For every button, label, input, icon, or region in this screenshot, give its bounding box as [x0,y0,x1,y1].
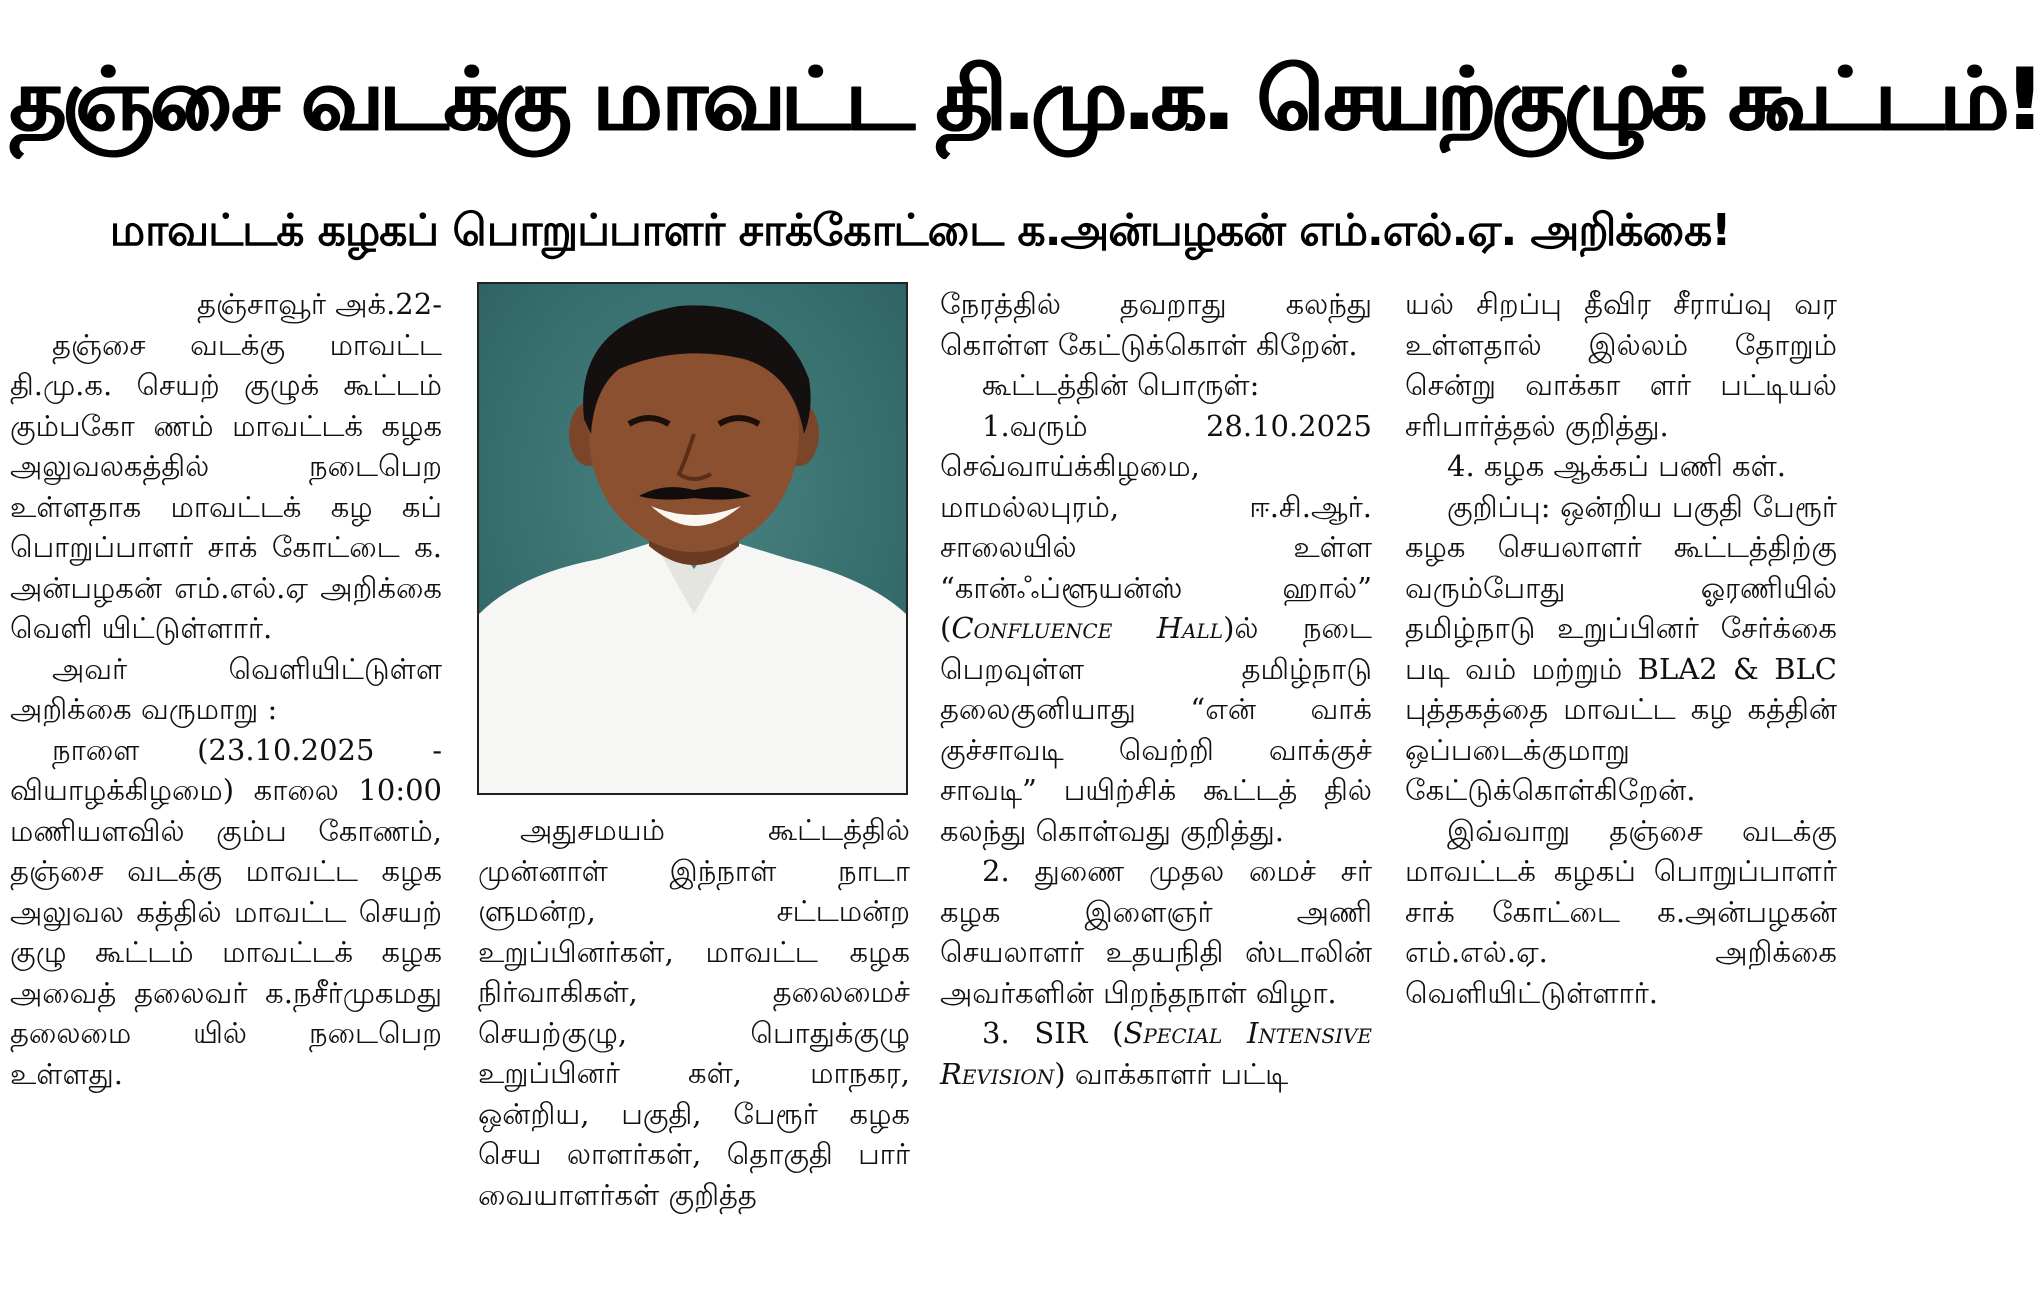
note-paragraph: குறிப்பு: ஒன்றிய பகுதி பேரூர் கழக செயலாளர் கூட்டத்திற்கு வரும்போது ஓரணியில் தமிழ்நாடு உறுப்பினர் சேர்க்கை படி வம் மற்றும் BLA2 & BLC புத்தகத்தை மாவட்ட கழ கத்தின் ஒப்படைக்குமாறு கேட்டுக்கொள்கிறேன். [1405,489,1837,807]
paragraph: யல் சிறப்பு தீவிர சீராய்வு வர உள்ளதால் இல்லம் தோறும் சென்று வாக்கா ளர் பட்டியல் சரிபார்த்தல் குறித்து. [1405,287,1837,443]
english-term: Special Intensive Revision [940,1016,1372,1091]
paragraph: நாளை (23.10.2025 - வியாழக்கிழமை) காலை 10:00 மணியளவில் கும்ப கோணம், தஞ்சை வடக்கு மாவட்ட கழக அலுவல கத்தில் மாவட்ட செயற் குழு கூட்டம் மாவட்டக் கழக அவைத் தலைவர் க.நசீர்முகமது தலைமை யில் நடைபெற உள்ளது. [10,732,442,1091]
headline: தஞ்சை வடக்கு மாவட்ட தி.மு.க. செயற்குழுக் கூட்டம்! [10,50,2040,150]
english-term: Confluence Hall [951,611,1224,645]
paragraph: தஞ்சை வடக்கு மாவட்ட தி.மு.க. செயற் குழுக் கூட்டம் கும்பகோ ணம் மாவட்டக் கழக அலுவலகத்தில் நடைபெற உள்ளதாக மாவட்டக் கழ கப் பொறுப்பாளர் சாக் கோட்டை க. அன்பழகன் எம்.எல்.ஏ அறிக்கை வெளி யிட்டுள்ளார். [10,327,442,645]
agenda-item-2: 2. துணை முதல மைச் சர் கழக இளைஞர் அணி செயலாளர் உதயநிதி ஸ்டாலின் அவர்களின் பிறந்தநாள் விழா. [940,854,1372,1010]
dateline: தஞ்சாவூர் அக்.22- [196,287,442,321]
paragraph: அவர் வெளியிட்டுள்ள அறிக்கை வருமாறு : [10,651,442,726]
agenda-item-1 [940,406,1372,852]
paragraph: நேரத்தில் தவறாது கலந்து கொள்ள கேட்டுக்கொள் கிறேன். [940,287,1372,362]
paragraph: அதுசமயம் கூட்டத்தில் முன்னாள் இந்நாள் நாடா ளுமன்ற, சட்டமன்ற உறுப்பினர்கள், மாவட்ட கழக நிர்வாகிகள், தலைமைச் செயற்குழு, பொதுக்குழு உறுப்பினர் கள், மாநகர, ஒன்றிய, பகுதி, பேரூர் கழக செய லாளர்கள், தொகுதி பார் வையாளர்கள் குறித்த [478,813,910,1212]
article-column-3 [940,284,1372,1289]
agenda-item-3-text-cont: ) வாக்காளர் பட்டி [1054,1056,1289,1091]
portrait-photo [477,282,908,795]
agenda-item-1-text: 1.வரும் 28.10.2025 செவ்வாய்க்கிழமை, மாமல்லபுரம், ஈ.சி.ஆர். சாலையில் உள்ள “கான்ஃப்ளூயன்ஸ் ஹால்” ( [940,408,1372,645]
agenda-item-3-text: 3. SIR ( [982,1016,1124,1050]
subheadline: மாவட்டக் கழகப் பொறுப்பாளர் சாக்கோட்டை க.அன்பழகன் எம்.எல்.ஏ. அறிக்கை! [109,205,1731,256]
agenda-item-3 [940,1013,1372,1094]
article-column-1 [10,284,442,1289]
agenda-item-4: 4. கழக ஆக்கப் பணி கள். [1447,449,1786,483]
article-column-2 [478,810,910,1290]
portrait-photo-icon [479,284,906,793]
article-column-4 [1405,284,1837,1289]
agenda-item-1-text-cont: )ல் நடை பெறவுள்ள தமிழ்நாடு தலைகுனியாது “என் வாக் குச்சாவடி வெற்றி வாக்குச் சாவடி” பயிற்சிக் கூட்டத் தில் கலந்து கொள்வது குறித்து. [940,611,1372,848]
closing-paragraph: இவ்வாறு தஞ்சை வடக்கு மாவட்டக் கழகப் பொறுப்பாளர் சாக் கோட்டை க.அன்பழகன் எம்.எல்.ஏ. அறிக்கை வெளியிட்டுள்ளார். [1405,813,1837,1010]
agenda-heading: கூட்டத்தின் பொருள்: [982,368,1260,402]
